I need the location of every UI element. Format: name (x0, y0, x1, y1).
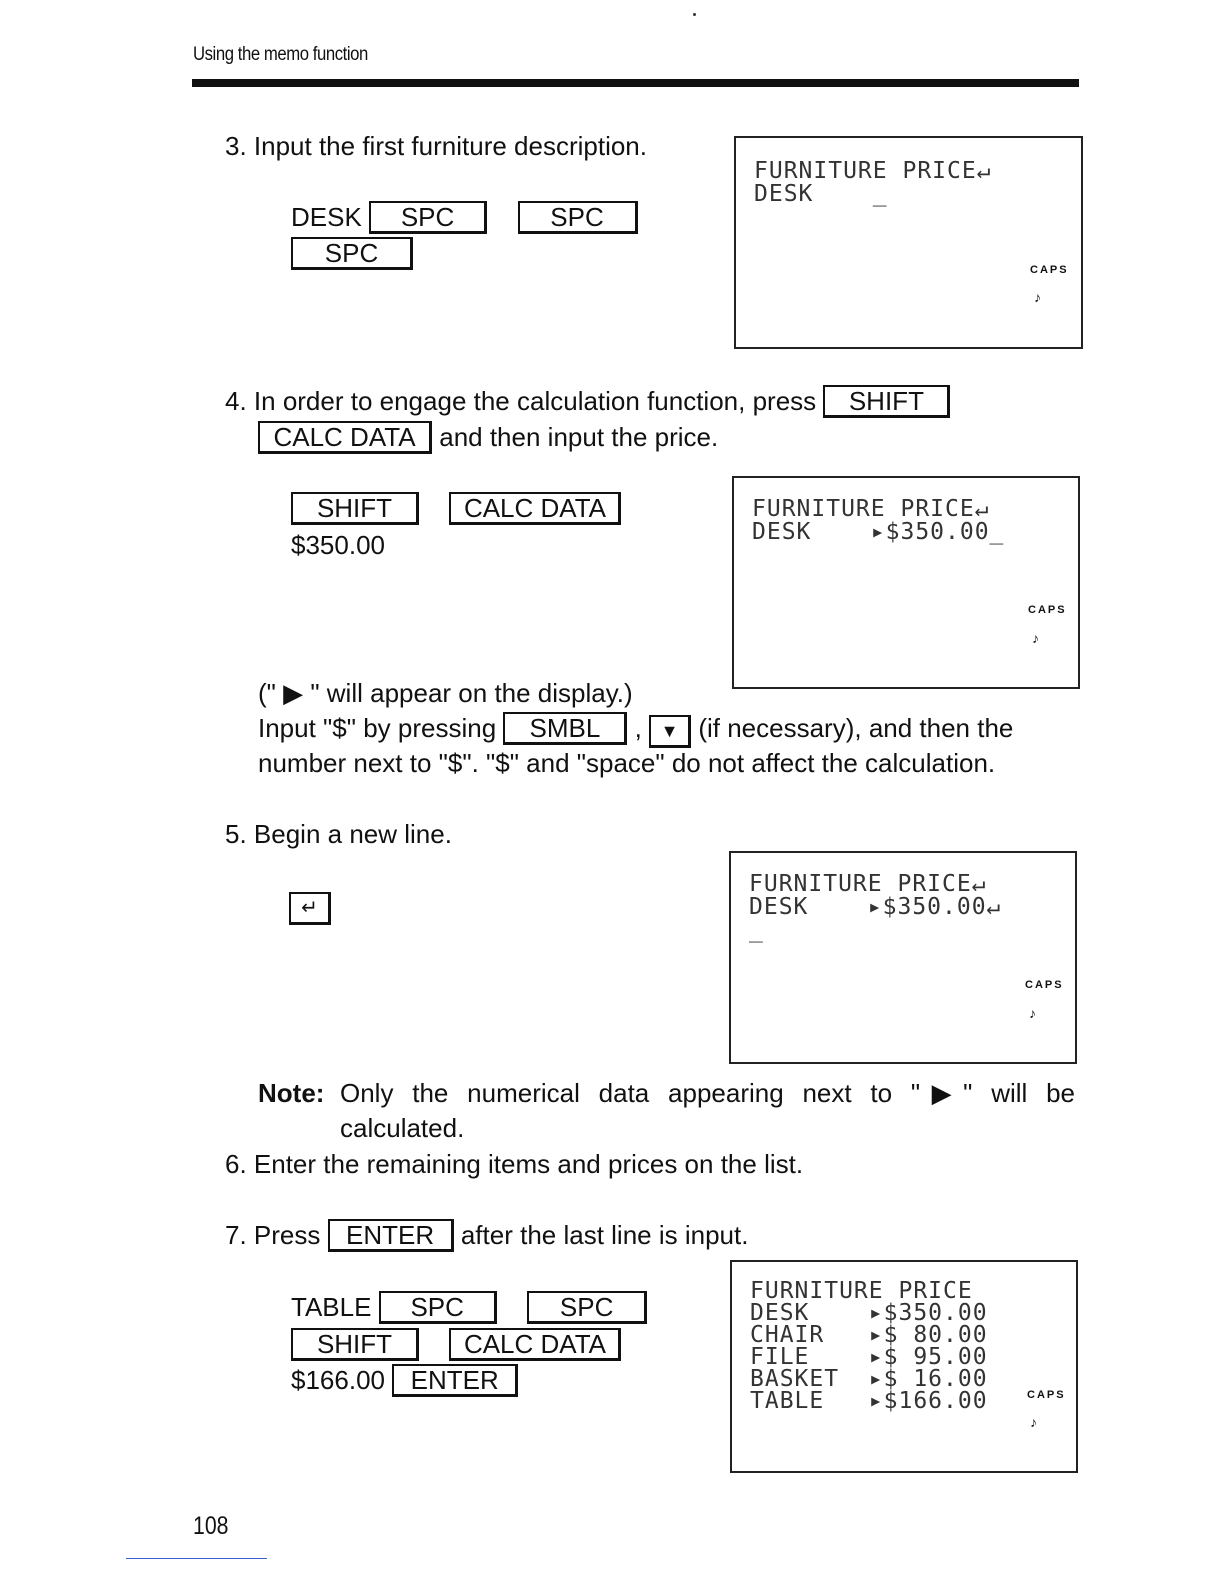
spc-key: SPC (369, 201, 487, 234)
shift-key: SHIFT (291, 1328, 419, 1361)
caps-indicator: CAPS (1027, 1389, 1066, 1401)
caps-indicator: CAPS (1028, 604, 1067, 616)
step4-line2 (258, 420, 718, 455)
spc-key: SPC (291, 237, 413, 270)
note-label: Note: (258, 1078, 325, 1108)
return-key-icon: ↵ (289, 892, 331, 925)
step7-word: TABLE (291, 1292, 372, 1322)
lcd-line: TABLE ▸$166.00 (750, 1388, 988, 1414)
lcd-line: DESK ▸$350.00↵ (749, 894, 1002, 920)
step4-input-d: number next to "$". "$" and "space" do not affect the calculation. (258, 748, 996, 778)
calc-data-key: CALC DATA (449, 1328, 621, 1361)
lcd-line: BASKET ▸$ 16.00 (750, 1366, 988, 1392)
step7-line (225, 1218, 748, 1253)
page-number: 108 (193, 1512, 229, 1540)
step4-input-c: (if necessary), and then the (698, 713, 1014, 743)
down-arrow-key-icon: ▼ (649, 715, 691, 748)
step4-input-a: Input "$" by pressing (258, 713, 497, 743)
lcd-display-1 (734, 136, 1083, 349)
lcd-line: FURNITURE PRICE (750, 1278, 973, 1304)
step7-keys-row3 (291, 1363, 518, 1398)
step4-line1 (225, 384, 950, 419)
lcd-line: FURNITURE PRICE↵ (752, 496, 990, 522)
calc-data-key: CALC DATA (449, 492, 621, 525)
step7-text-b: after the last line is input. (460, 1220, 749, 1250)
step4-note1: (" ▶ " will appear on the display.) (258, 678, 633, 708)
step3-keys-row1 (291, 200, 638, 235)
music-note-icon: ♪ (1034, 289, 1041, 305)
smbl-key: SMBL (503, 712, 627, 745)
note-text-b: calculated. (340, 1113, 465, 1143)
spc-key: SPC (527, 1291, 647, 1324)
lcd-display-4 (730, 1260, 1078, 1473)
enter-key: ENTER (392, 1364, 518, 1397)
step4-value: $350.00 (291, 530, 385, 560)
lcd-display-3 (729, 851, 1077, 1064)
step4-text-a: 4. In order to engage the calculation function, press (225, 386, 817, 416)
note-text-a: Only the numerical data appearing next to "▶" will be (340, 1078, 1075, 1108)
shift-key: SHIFT (291, 492, 419, 525)
music-note-icon: ♪ (1030, 1414, 1037, 1430)
step3-word: DESK (291, 202, 362, 232)
caps-indicator: CAPS (1030, 264, 1069, 276)
step5-keys (289, 888, 331, 925)
lcd-line: FILE ▸$ 95.00 (750, 1344, 988, 1370)
step7-text-a: 7. Press (225, 1220, 321, 1250)
spc-key: SPC (518, 201, 638, 234)
calc-data-key: CALC DATA (258, 421, 432, 454)
stray-dot (693, 13, 696, 16)
spc-key: SPC (379, 1291, 497, 1324)
lcd-line: FURNITURE PRICE↵ (754, 158, 992, 184)
lcd-display-2 (732, 476, 1080, 689)
lcd-line: _ (749, 917, 764, 943)
shift-key: SHIFT (823, 385, 950, 418)
step4-text-b: and then input the price. (439, 422, 719, 452)
lcd-line: FURNITURE PRICE↵ (749, 871, 987, 897)
header-title: Using the memo function (193, 44, 368, 65)
lcd-line: CHAIR ▸$ 80.00 (750, 1322, 988, 1348)
caps-indicator: CAPS (1025, 979, 1064, 991)
enter-key: ENTER (328, 1219, 454, 1252)
header-rule (192, 79, 1079, 87)
step4-keys (291, 491, 621, 526)
music-note-icon: ♪ (1029, 1005, 1036, 1021)
step5-text: 5. Begin a new line. (225, 819, 452, 849)
footer-rule (126, 1558, 267, 1559)
lcd-line: DESK ▸$350.00_ (752, 519, 1005, 545)
step3-keys-row2 (291, 236, 413, 271)
lcd-line: DESK _ (754, 181, 888, 207)
step7-keys-row1 (291, 1290, 647, 1325)
lcd-line: DESK ▸$350.00 (750, 1300, 988, 1326)
step3-text: 3. Input the first furniture description. (225, 131, 647, 161)
step4-input-b: , (634, 713, 642, 743)
step7-value: $166.00 (291, 1365, 385, 1395)
step4-input-line (258, 711, 1013, 748)
step6-text: 6. Enter the remaining items and prices on the list. (225, 1149, 804, 1179)
step7-keys-row2 (291, 1327, 621, 1362)
music-note-icon: ♪ (1032, 630, 1039, 646)
